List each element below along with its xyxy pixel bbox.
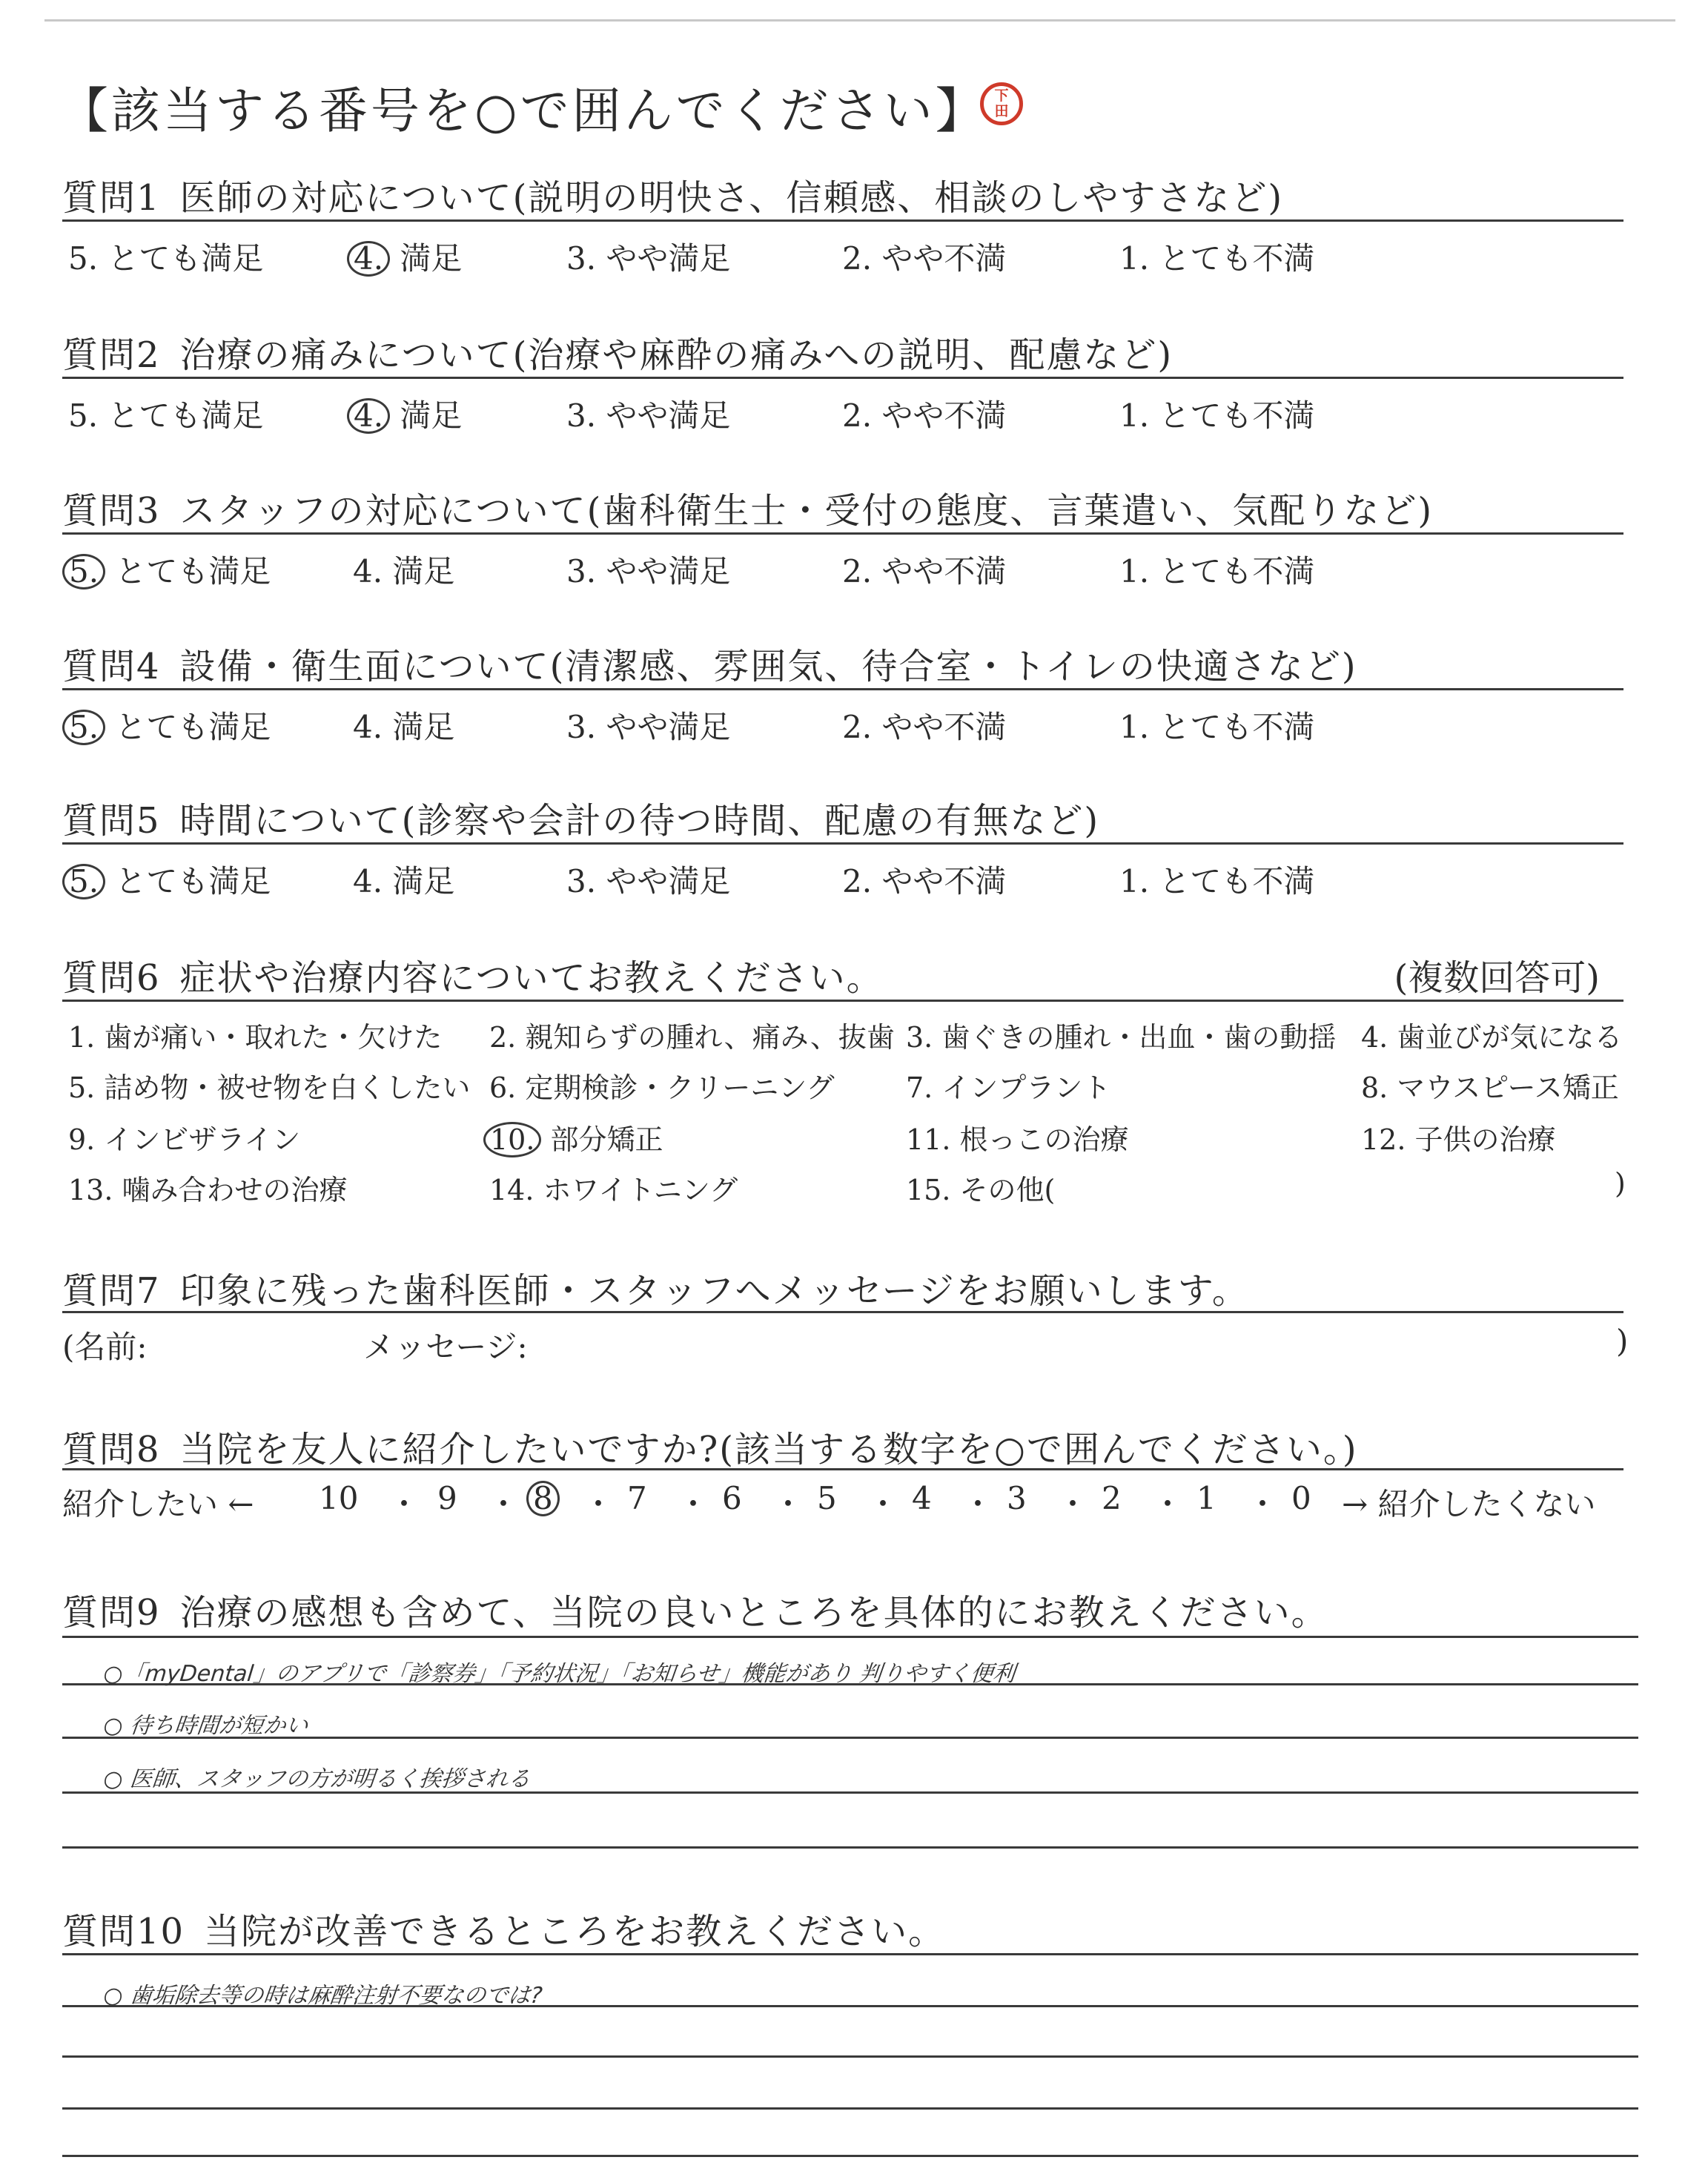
selected-circle: 5. — [62, 554, 105, 589]
q4-option-5[interactable]: 5. とても満足 — [68, 703, 271, 747]
question-5-heading: 質問5 時間について(診察や会計の待つ時間、配慮の有無など) — [62, 800, 1100, 842]
question-1-heading: 質問1 医師の対応について(説明の明快さ、信頼感、相談のしやすさなど) — [62, 177, 1284, 219]
q4-option-4[interactable]: 4. 満足 — [353, 709, 455, 745]
q6-option-11[interactable]: 11. 根っこの治療 — [906, 1123, 1129, 1156]
q2-option-5[interactable]: 5. とても満足 — [68, 397, 264, 434]
recommend-score-4[interactable]: 4 — [912, 1480, 932, 1516]
question-7-heading: 質問7 印象に残った歯科医師・スタッフへメッセージをお願いします。 — [62, 1270, 1249, 1312]
q4-option-2[interactable]: 2. やや不満 — [842, 709, 1007, 745]
selected-circle: 10. — [483, 1122, 541, 1157]
question-2-rule — [62, 377, 1623, 379]
recommend-score-1[interactable]: 1 — [1196, 1480, 1217, 1516]
scale-separator: ・ — [388, 1486, 420, 1522]
question-2-heading: 質問2 治療の痛みについて(治療や麻酔の痛みへの説明、配慮など) — [62, 334, 1174, 376]
recommend-right-label: → 紹介したくない — [1342, 1486, 1596, 1522]
q10-answer-1: ○ 歯垢除去等の時は麻酔注射不要なのでは? — [102, 1983, 544, 2009]
q9-answer-1: ○「myDental」のアプリで「診察券」「予約状況」「お知らせ」機能があり 判りやすく便利 — [102, 1661, 1017, 1687]
q6-option-13[interactable]: 13. 噛み合わせの治療 — [68, 1174, 348, 1206]
scale-separator: ・ — [962, 1486, 994, 1522]
selected-circle: 4. — [347, 241, 390, 277]
q5-option-5[interactable]: 5. とても満足 — [68, 857, 271, 902]
selected-circle: 4. — [347, 398, 390, 434]
scale-separator: ・ — [1057, 1486, 1089, 1522]
q2-option-3[interactable]: 3. やや満足 — [566, 397, 731, 434]
question-6-heading: 質問6 症状や治療内容についてお教えください。 — [62, 957, 884, 999]
q1-option-2[interactable]: 2. やや不満 — [842, 240, 1007, 277]
q6-option-2[interactable]: 2. 親知らずの腫れ、痛み、抜歯 — [489, 1021, 895, 1054]
question-4-rule — [62, 688, 1623, 690]
q6-option-7[interactable]: 7. インプラント — [906, 1071, 1111, 1104]
question-3-heading: 質問3 スタッフの対応について(歯科衛生士・受付の態度、言葉遣い、気配りなど) — [62, 490, 1434, 532]
q6-option-3[interactable]: 3. 歯ぐきの腫れ・出血・歯の動揺 — [906, 1021, 1337, 1054]
recommend-score-9[interactable]: 9 — [437, 1480, 457, 1516]
q2-option-1[interactable]: 1. とても不満 — [1119, 397, 1315, 434]
q6-option-5[interactable]: 5. 詰め物・被せ物を白くしたい — [68, 1071, 471, 1104]
answer-line — [62, 1846, 1638, 1849]
recommend-left-label: 紹介したい ← — [62, 1486, 254, 1522]
recommend-score-10[interactable]: 10 — [319, 1480, 359, 1516]
question-7-rule — [62, 1311, 1623, 1313]
message-close-paren: ) — [1616, 1323, 1629, 1359]
q5-option-1[interactable]: 1. とても不満 — [1119, 863, 1315, 899]
question-5-rule — [62, 842, 1623, 845]
q1-option-1[interactable]: 1. とても不満 — [1119, 240, 1315, 277]
q3-option-5[interactable]: 5. とても満足 — [68, 547, 271, 592]
scale-separator: ・ — [583, 1486, 615, 1522]
question-9-heading: 質問9 治療の感想も含めて、当院の良いところを具体的にお教えください。 — [62, 1592, 1328, 1634]
q6-option-12[interactable]: 12. 子供の治療 — [1361, 1123, 1556, 1156]
q6-option-15[interactable]: 15. その他( — [906, 1174, 1056, 1206]
question-4-heading: 質問4 設備・衛生面について(清潔感、雰囲気、待合室・トイレの快適さなど) — [62, 646, 1357, 687]
q4-option-1[interactable]: 1. とても不満 — [1119, 709, 1315, 745]
answer-line — [62, 2155, 1638, 2157]
scale-separator: ・ — [488, 1486, 520, 1522]
question-1-rule — [62, 219, 1623, 222]
selected-circle: 5. — [62, 710, 105, 745]
recommend-score-8[interactable] — [532, 1480, 560, 1516]
q6-option-14[interactable]: 14. ホワイトニング — [489, 1174, 738, 1206]
q5-option-2[interactable]: 2. やや不満 — [842, 863, 1007, 899]
q4-option-3[interactable]: 3. やや満足 — [566, 709, 731, 745]
q1-option-3[interactable]: 3. やや満足 — [566, 240, 731, 277]
q3-option-4[interactable]: 4. 満足 — [353, 553, 455, 589]
answer-line — [62, 1737, 1638, 1739]
q6-option-1[interactable]: 1. 歯が痛い・取れた・欠けた — [68, 1021, 443, 1054]
q6-option-6[interactable]: 6. 定期検診・クリーニング — [489, 1071, 835, 1104]
q1-option-4[interactable]: 4. 満足 — [353, 234, 462, 279]
top-rule — [44, 19, 1675, 22]
q3-option-1[interactable]: 1. とても不満 — [1119, 553, 1315, 589]
q1-option-5[interactable]: 5. とても満足 — [68, 240, 264, 277]
selected-circle: 5. — [62, 864, 105, 899]
q2-option-2[interactable]: 2. やや不満 — [842, 397, 1007, 434]
recommend-score-2[interactable]: 2 — [1102, 1480, 1122, 1516]
seal-stamp: 下 田 — [980, 82, 1023, 125]
q6-option-10[interactable]: 10. 部分矯正 — [489, 1117, 663, 1157]
answer-line — [62, 1683, 1638, 1685]
answer-line — [62, 2107, 1638, 2110]
q6-other-close-paren: ) — [1615, 1167, 1626, 1200]
question-6-rule — [62, 1000, 1623, 1002]
message-label: メッセージ: — [363, 1329, 528, 1365]
q6-option-4[interactable]: 4. 歯並びが気になる — [1361, 1021, 1623, 1054]
q9-answer-2: ○ 待ち時間が短かい — [102, 1713, 310, 1739]
scale-separator: ・ — [867, 1486, 899, 1522]
recommend-score-3[interactable]: 3 — [1007, 1480, 1027, 1516]
recommend-score-7[interactable]: 7 — [627, 1480, 647, 1516]
answer-line — [62, 2055, 1638, 2058]
q3-option-2[interactable]: 2. やや不満 — [842, 553, 1007, 589]
page-title: 【該当する番号を○で囲んでください】 — [59, 82, 987, 139]
question-10-rule — [62, 1953, 1638, 1955]
q3-option-3[interactable]: 3. やや満足 — [566, 553, 731, 589]
question-9-rule — [62, 1636, 1638, 1638]
q6-option-9[interactable]: 9. インビザライン — [68, 1123, 301, 1156]
question-10-heading: 質問10 当院が改善できるところをお教えください。 — [62, 1911, 946, 1952]
q2-option-4[interactable]: 4. 満足 — [353, 392, 462, 436]
recommend-score-0[interactable]: 0 — [1291, 1480, 1311, 1516]
q6-option-8[interactable]: 8. マウスピース矯正 — [1361, 1071, 1619, 1104]
scale-separator: ・ — [772, 1486, 804, 1522]
scale-separator: ・ — [1152, 1486, 1184, 1522]
question-8-rule — [62, 1468, 1623, 1470]
q5-option-3[interactable]: 3. やや満足 — [566, 863, 731, 899]
scale-separator: ・ — [678, 1486, 709, 1522]
answer-line — [62, 2005, 1638, 2007]
q9-answer-3: ○ 医師、スタッフの方が明るく挨拶される — [102, 1766, 532, 1792]
question-8-heading: 質問8 当院を友人に紹介したいですか?(該当する数字を○で囲んでください。) — [62, 1429, 1358, 1470]
answer-line — [62, 1791, 1638, 1794]
name-label: (名前: — [62, 1329, 148, 1365]
recommend-score-6[interactable]: 6 — [722, 1480, 742, 1516]
scale-separator: ・ — [1247, 1486, 1279, 1522]
multiple-answers-note: (複数回答可) — [1394, 957, 1600, 999]
recommend-score-5[interactable]: 5 — [817, 1480, 837, 1516]
question-3-rule — [62, 532, 1623, 535]
q5-option-4[interactable]: 4. 満足 — [353, 863, 455, 899]
selected-circle: 8 — [526, 1481, 560, 1516]
